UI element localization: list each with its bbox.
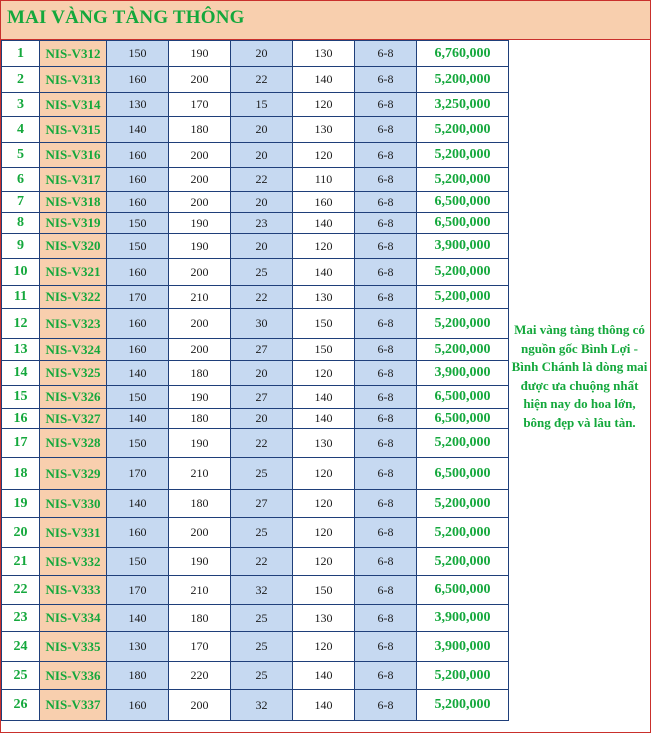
col-e-value: 6-8 — [355, 339, 417, 361]
col-a-value: 160 — [107, 192, 169, 213]
col-b-value: 200 — [169, 690, 231, 721]
price-value: 6,500,000 — [417, 213, 509, 234]
col-c-value: 20 — [231, 41, 293, 67]
product-code: NIS-V318 — [40, 192, 107, 213]
col-b-value: 180 — [169, 605, 231, 632]
col-c-value: 22 — [231, 429, 293, 458]
table-row — [2, 67, 509, 93]
price-value: 5,200,000 — [417, 309, 509, 339]
row-number: 15 — [2, 386, 40, 409]
col-d-value: 140 — [293, 409, 355, 429]
product-code: NIS-V327 — [40, 409, 107, 429]
col-a-value: 160 — [107, 518, 169, 548]
table-row — [2, 117, 509, 143]
col-e-value: 6-8 — [355, 490, 417, 518]
col-d-value: 120 — [293, 234, 355, 259]
table-row — [2, 548, 509, 576]
product-code: NIS-V337 — [40, 690, 107, 721]
col-b-value: 200 — [169, 67, 231, 93]
col-a-value: 160 — [107, 143, 169, 168]
price-value: 5,200,000 — [417, 117, 509, 143]
col-c-value: 20 — [231, 409, 293, 429]
col-a-value: 160 — [107, 339, 169, 361]
col-b-value: 200 — [169, 518, 231, 548]
table-row — [2, 518, 509, 548]
col-d-value: 160 — [293, 192, 355, 213]
table-row — [2, 458, 509, 490]
price-value: 6,760,000 — [417, 41, 509, 67]
product-code: NIS-V326 — [40, 386, 107, 409]
price-value: 6,500,000 — [417, 576, 509, 605]
price-value: 5,200,000 — [417, 259, 509, 286]
table-row — [2, 429, 509, 458]
price-value: 5,200,000 — [417, 690, 509, 721]
price-value: 5,200,000 — [417, 548, 509, 576]
col-a-value: 170 — [107, 286, 169, 309]
col-a-value: 140 — [107, 409, 169, 429]
price-value: 3,250,000 — [417, 93, 509, 117]
table-row — [2, 576, 509, 605]
col-b-value: 210 — [169, 576, 231, 605]
col-b-value: 210 — [169, 286, 231, 309]
page-title: MAI VÀNG TÀNG THÔNG — [7, 7, 245, 28]
col-b-value: 200 — [169, 339, 231, 361]
col-d-value: 150 — [293, 576, 355, 605]
product-code: NIS-V331 — [40, 518, 107, 548]
col-c-value: 25 — [231, 605, 293, 632]
col-d-value: 130 — [293, 286, 355, 309]
price-value: 5,200,000 — [417, 518, 509, 548]
row-number: 12 — [2, 309, 40, 339]
product-code: NIS-V315 — [40, 117, 107, 143]
table-row — [2, 662, 509, 690]
col-c-value: 22 — [231, 286, 293, 309]
table-row — [2, 213, 509, 234]
col-a-value: 150 — [107, 429, 169, 458]
col-c-value: 25 — [231, 259, 293, 286]
col-a-value: 170 — [107, 458, 169, 490]
col-a-value: 150 — [107, 548, 169, 576]
col-e-value: 6-8 — [355, 168, 417, 192]
col-d-value: 140 — [293, 690, 355, 721]
col-b-value: 210 — [169, 458, 231, 490]
row-number: 25 — [2, 662, 40, 690]
col-c-value: 20 — [231, 117, 293, 143]
product-code: NIS-V324 — [40, 339, 107, 361]
product-code: NIS-V322 — [40, 286, 107, 309]
col-c-value: 23 — [231, 213, 293, 234]
col-d-value: 140 — [293, 67, 355, 93]
table-row — [2, 168, 509, 192]
col-e-value: 6-8 — [355, 234, 417, 259]
col-e-value: 6-8 — [355, 286, 417, 309]
col-a-value: 170 — [107, 576, 169, 605]
col-e-value: 6-8 — [355, 309, 417, 339]
col-a-value: 150 — [107, 234, 169, 259]
col-a-value: 150 — [107, 386, 169, 409]
row-number: 10 — [2, 259, 40, 286]
col-b-value: 190 — [169, 234, 231, 259]
row-number: 23 — [2, 605, 40, 632]
col-b-value: 200 — [169, 192, 231, 213]
col-e-value: 6-8 — [355, 143, 417, 168]
col-b-value: 170 — [169, 93, 231, 117]
price-value: 3,900,000 — [417, 361, 509, 386]
col-e-value: 6-8 — [355, 632, 417, 662]
table-row — [2, 143, 509, 168]
product-code: NIS-V335 — [40, 632, 107, 662]
row-number: 21 — [2, 548, 40, 576]
table-row — [2, 259, 509, 286]
table-row — [2, 234, 509, 259]
row-number: 18 — [2, 458, 40, 490]
product-code: NIS-V313 — [40, 67, 107, 93]
price-value: 3,900,000 — [417, 632, 509, 662]
col-d-value: 130 — [293, 41, 355, 67]
col-c-value: 27 — [231, 490, 293, 518]
col-e-value: 6-8 — [355, 93, 417, 117]
product-code: NIS-V332 — [40, 548, 107, 576]
product-code: NIS-V330 — [40, 490, 107, 518]
price-value: 6,500,000 — [417, 192, 509, 213]
price-table-body — [2, 41, 509, 721]
col-a-value: 160 — [107, 259, 169, 286]
product-code: NIS-V336 — [40, 662, 107, 690]
row-number: 2 — [2, 67, 40, 93]
row-number: 13 — [2, 339, 40, 361]
col-e-value: 6-8 — [355, 192, 417, 213]
col-d-value: 140 — [293, 662, 355, 690]
col-c-value: 22 — [231, 548, 293, 576]
col-e-value: 6-8 — [355, 662, 417, 690]
col-e-value: 6-8 — [355, 386, 417, 409]
col-b-value: 190 — [169, 429, 231, 458]
col-a-value: 150 — [107, 41, 169, 67]
price-value: 5,200,000 — [417, 429, 509, 458]
col-b-value: 200 — [169, 309, 231, 339]
col-b-value: 220 — [169, 662, 231, 690]
col-b-value: 200 — [169, 143, 231, 168]
price-value: 5,200,000 — [417, 286, 509, 309]
product-code: NIS-V325 — [40, 361, 107, 386]
product-code: NIS-V319 — [40, 213, 107, 234]
row-number: 9 — [2, 234, 40, 259]
col-a-value: 150 — [107, 213, 169, 234]
col-c-value: 20 — [231, 361, 293, 386]
price-value: 5,200,000 — [417, 143, 509, 168]
row-number: 19 — [2, 490, 40, 518]
col-c-value: 15 — [231, 93, 293, 117]
col-c-value: 25 — [231, 662, 293, 690]
col-a-value: 160 — [107, 168, 169, 192]
row-number: 6 — [2, 168, 40, 192]
row-number: 22 — [2, 576, 40, 605]
price-value: 3,900,000 — [417, 234, 509, 259]
col-e-value: 6-8 — [355, 576, 417, 605]
price-value: 5,200,000 — [417, 490, 509, 518]
col-a-value: 130 — [107, 93, 169, 117]
table-row — [2, 93, 509, 117]
price-value: 3,900,000 — [417, 605, 509, 632]
col-b-value: 200 — [169, 259, 231, 286]
col-e-value: 6-8 — [355, 605, 417, 632]
col-c-value: 20 — [231, 234, 293, 259]
table-row — [2, 605, 509, 632]
table-row — [2, 192, 509, 213]
col-e-value: 6-8 — [355, 117, 417, 143]
col-e-value: 6-8 — [355, 259, 417, 286]
product-code: NIS-V320 — [40, 234, 107, 259]
col-b-value: 180 — [169, 117, 231, 143]
row-number: 20 — [2, 518, 40, 548]
col-b-value: 190 — [169, 41, 231, 67]
col-c-value: 22 — [231, 67, 293, 93]
col-a-value: 130 — [107, 632, 169, 662]
table-row — [2, 286, 509, 309]
row-number: 24 — [2, 632, 40, 662]
row-number: 7 — [2, 192, 40, 213]
col-a-value: 140 — [107, 605, 169, 632]
col-b-value: 190 — [169, 386, 231, 409]
col-e-value: 6-8 — [355, 518, 417, 548]
col-d-value: 120 — [293, 490, 355, 518]
description-text: Mai vàng tàng thông có nguồn gốc Bình Lợi - Bình Chánh là dòng mai được ưa chuộng nhất hiện nay do hoa lớn, bông đẹp và lâu tàn. — [511, 322, 648, 430]
price-value: 5,200,000 — [417, 339, 509, 361]
col-d-value: 140 — [293, 259, 355, 286]
product-code: NIS-V316 — [40, 143, 107, 168]
col-e-value: 6-8 — [355, 41, 417, 67]
row-number: 17 — [2, 429, 40, 458]
col-a-value: 160 — [107, 67, 169, 93]
product-code: NIS-V314 — [40, 93, 107, 117]
col-d-value: 120 — [293, 632, 355, 662]
col-a-value: 140 — [107, 490, 169, 518]
col-a-value: 180 — [107, 662, 169, 690]
col-b-value: 180 — [169, 361, 231, 386]
row-number: 5 — [2, 143, 40, 168]
table-row — [2, 41, 509, 67]
row-number: 3 — [2, 93, 40, 117]
col-d-value: 120 — [293, 93, 355, 117]
price-value: 6,500,000 — [417, 386, 509, 409]
col-d-value: 120 — [293, 361, 355, 386]
row-number: 1 — [2, 41, 40, 67]
col-e-value: 6-8 — [355, 690, 417, 721]
title-bar — [1, 1, 650, 40]
col-d-value: 140 — [293, 386, 355, 409]
row-number: 16 — [2, 409, 40, 429]
price-value: 5,200,000 — [417, 67, 509, 93]
table-row — [2, 339, 509, 361]
col-c-value: 25 — [231, 518, 293, 548]
col-c-value: 22 — [231, 168, 293, 192]
col-a-value: 140 — [107, 361, 169, 386]
product-code: NIS-V329 — [40, 458, 107, 490]
row-number: 26 — [2, 690, 40, 721]
col-d-value: 120 — [293, 518, 355, 548]
col-e-value: 6-8 — [355, 429, 417, 458]
table-row — [2, 690, 509, 721]
col-d-value: 130 — [293, 605, 355, 632]
price-table — [1, 40, 509, 721]
col-b-value: 180 — [169, 409, 231, 429]
price-value: 5,200,000 — [417, 662, 509, 690]
col-e-value: 6-8 — [355, 458, 417, 490]
col-b-value: 180 — [169, 490, 231, 518]
col-c-value: 27 — [231, 339, 293, 361]
col-d-value: 130 — [293, 429, 355, 458]
col-c-value: 25 — [231, 632, 293, 662]
col-a-value: 160 — [107, 309, 169, 339]
col-b-value: 170 — [169, 632, 231, 662]
product-code: NIS-V334 — [40, 605, 107, 632]
col-d-value: 130 — [293, 117, 355, 143]
col-d-value: 120 — [293, 143, 355, 168]
product-code: NIS-V333 — [40, 576, 107, 605]
col-c-value: 25 — [231, 458, 293, 490]
col-d-value: 140 — [293, 213, 355, 234]
row-number: 8 — [2, 213, 40, 234]
col-a-value: 140 — [107, 117, 169, 143]
price-value: 6,500,000 — [417, 458, 509, 490]
col-d-value: 120 — [293, 458, 355, 490]
table-row — [2, 361, 509, 386]
col-e-value: 6-8 — [355, 409, 417, 429]
table-row — [2, 632, 509, 662]
col-b-value: 190 — [169, 548, 231, 576]
col-d-value: 120 — [293, 548, 355, 576]
col-d-value: 150 — [293, 309, 355, 339]
price-value: 5,200,000 — [417, 168, 509, 192]
col-b-value: 200 — [169, 168, 231, 192]
row-number: 11 — [2, 286, 40, 309]
col-b-value: 190 — [169, 213, 231, 234]
row-number: 4 — [2, 117, 40, 143]
product-code: NIS-V328 — [40, 429, 107, 458]
product-code: NIS-V317 — [40, 168, 107, 192]
col-d-value: 150 — [293, 339, 355, 361]
col-c-value: 27 — [231, 386, 293, 409]
price-value: 6,500,000 — [417, 409, 509, 429]
col-c-value: 20 — [231, 192, 293, 213]
product-code: NIS-V323 — [40, 309, 107, 339]
product-code: NIS-V312 — [40, 41, 107, 67]
col-e-value: 6-8 — [355, 361, 417, 386]
row-number: 14 — [2, 361, 40, 386]
table-row — [2, 409, 509, 429]
col-e-value: 6-8 — [355, 67, 417, 93]
col-c-value: 32 — [231, 690, 293, 721]
table-row — [2, 490, 509, 518]
col-c-value: 20 — [231, 143, 293, 168]
col-e-value: 6-8 — [355, 548, 417, 576]
col-d-value: 110 — [293, 168, 355, 192]
table-row — [2, 309, 509, 339]
col-e-value: 6-8 — [355, 213, 417, 234]
product-code: NIS-V321 — [40, 259, 107, 286]
col-c-value: 32 — [231, 576, 293, 605]
table-row — [2, 386, 509, 409]
col-a-value: 160 — [107, 690, 169, 721]
col-c-value: 30 — [231, 309, 293, 339]
